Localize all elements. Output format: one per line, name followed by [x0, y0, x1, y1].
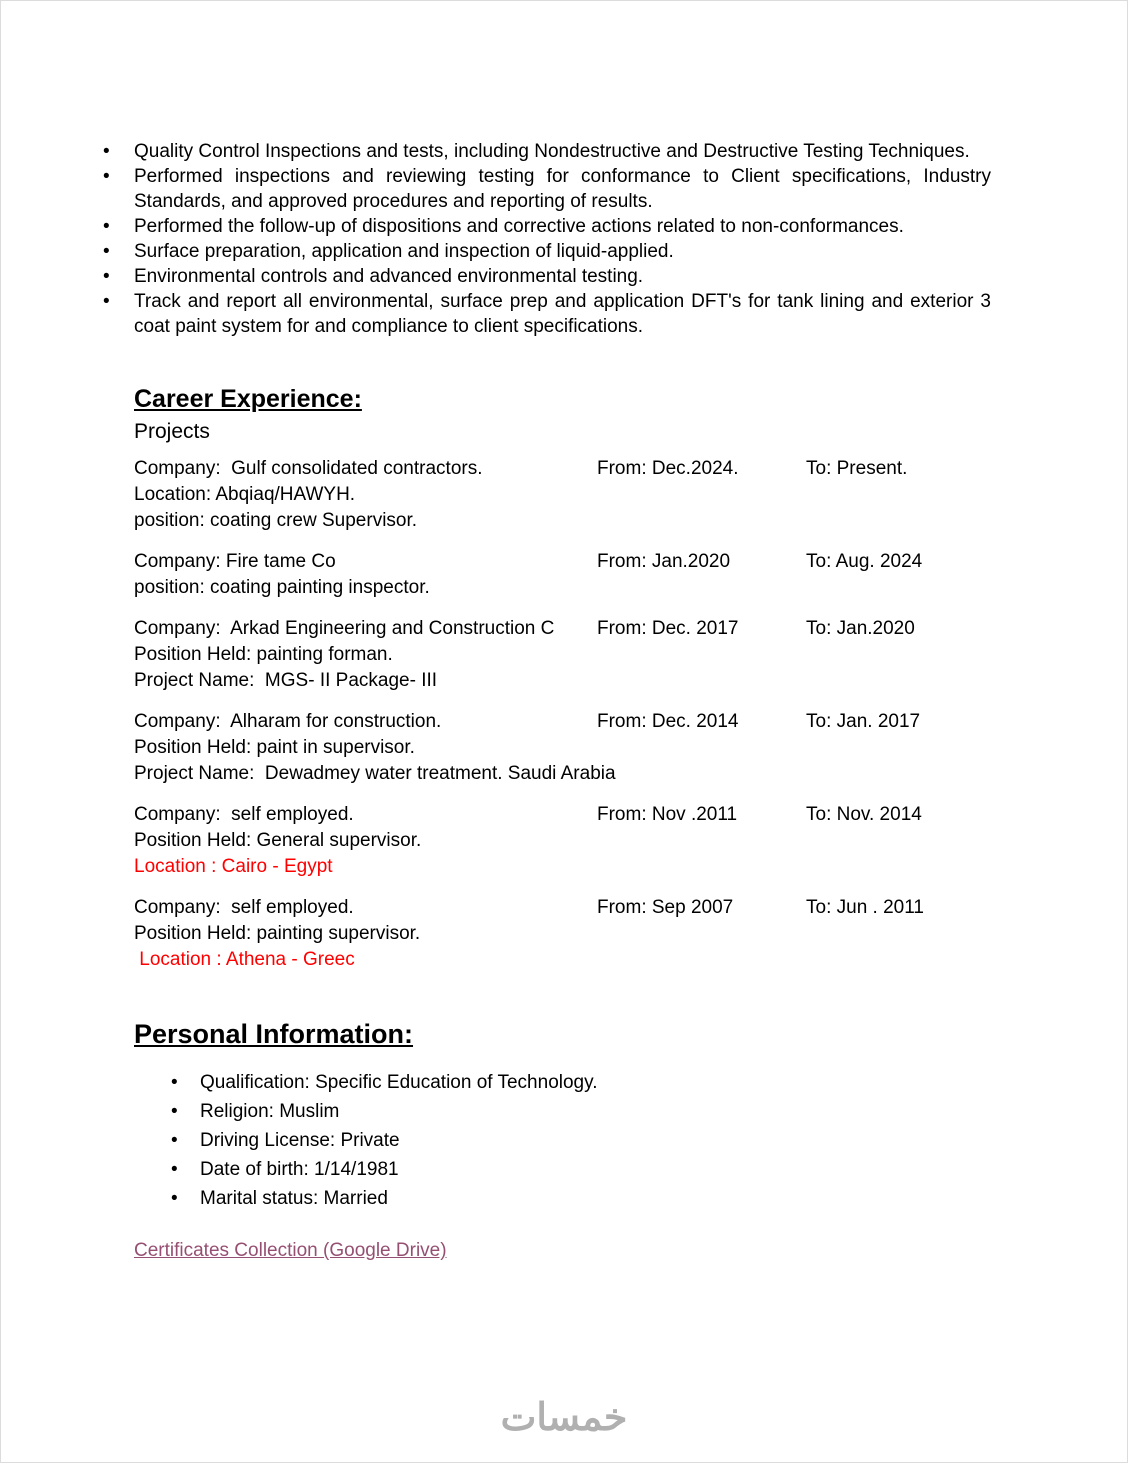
job-position: Position Held: painting forman.	[134, 644, 393, 665]
job-position: position: coating crew Supervisor.	[134, 510, 418, 531]
summary-bullet-list	[134, 139, 991, 339]
job-from-date: From: Dec. 2014	[597, 711, 739, 732]
career-experience-heading: Career Experience:	[134, 385, 362, 413]
job-position: Position Held: painting supervisor.	[134, 923, 421, 944]
job-header-row	[134, 456, 991, 482]
job-project-name: Project Name: Dewadmey water treatment. Saudi Arabia	[134, 763, 616, 784]
job-from-date: From: Nov .2011	[597, 804, 738, 825]
summary-bullet-5: • Environmental controls and advanced environmental testing.	[134, 264, 991, 289]
summary-bullet-4: • Surface preparation, application and inspection of liquid-applied.	[134, 239, 991, 264]
job-company: Company: Fire tame Co	[134, 551, 336, 572]
job-company: Company: Arkad Engineering and Construction C	[134, 618, 555, 639]
job-company: Company: Alharam for construction.	[134, 711, 442, 732]
job-to-date: To: Jan. 2017	[806, 711, 921, 732]
job-to-date: To: Nov. 2014	[806, 804, 922, 825]
job-company: Company: Gulf consolidated contractors.	[134, 458, 483, 479]
job-to-date: To: Present.	[806, 458, 908, 479]
personal-information-heading: Personal Information:	[134, 1019, 414, 1049]
job-project-name: Project Name: MGS- II Package- III	[134, 670, 438, 691]
job-entry-4	[134, 709, 991, 787]
job-entry-2	[134, 549, 991, 601]
job-entry-5	[134, 802, 991, 880]
summary-bullet-2: • Performed inspections and reviewing testing for conformance to Client specifications, Industry Standards, and approved procedures and reporting of results.	[134, 164, 991, 214]
certificates-collection-link[interactable]: Certificates Collection (Google Drive)	[134, 1240, 447, 1261]
job-entry-6	[134, 895, 991, 973]
job-location-highlight: Location : Cairo - Egypt	[134, 856, 333, 877]
job-header-row	[134, 616, 991, 642]
job-header-row	[134, 802, 991, 828]
job-from-date: From: Sep 2007	[597, 897, 734, 918]
personal-item-religion: • Religion: Muslim	[200, 1097, 991, 1126]
job-entry-3	[134, 616, 991, 694]
job-to-date: To: Jan.2020	[806, 618, 915, 639]
job-header-row	[134, 895, 991, 921]
job-company: Company: self employed.	[134, 804, 354, 825]
personal-item-marital-status: • Marital status: Married	[200, 1184, 991, 1213]
job-location-highlight: Location : Athena - Greec	[134, 949, 355, 970]
job-header-row	[134, 549, 991, 575]
job-location: Location: Abqiaq/HAWYH.	[134, 484, 356, 505]
job-to-date: To: Aug. 2024	[806, 551, 923, 572]
job-from-date: From: Jan.2020	[597, 551, 731, 572]
job-position: position: coating painting inspector.	[134, 577, 430, 598]
job-header-row	[134, 709, 991, 735]
job-company: Company: self employed.	[134, 897, 354, 918]
job-from-date: From: Dec.2024.	[597, 458, 739, 479]
summary-bullet-3: • Performed the follow-up of dispositions and corrective actions related to non-conformances.	[134, 214, 991, 239]
personal-item-qualification: • Qualification: Specific Education of Technology.	[200, 1068, 991, 1097]
personal-info-list	[200, 1068, 991, 1213]
job-position: Position Held: General supervisor.	[134, 830, 422, 851]
job-to-date: To: Jun . 2011	[806, 897, 924, 918]
personal-item-date-of-birth: • Date of birth: 1/14/1981	[200, 1155, 991, 1184]
projects-subheading: Projects	[134, 420, 210, 443]
job-position: Position Held: paint in supervisor.	[134, 737, 415, 758]
job-from-date: From: Dec. 2017	[597, 618, 739, 639]
summary-bullet-1: • Quality Control Inspections and tests, including Nondestructive and Destructive Testing Techniques.	[134, 139, 991, 164]
job-entry-1	[134, 456, 991, 534]
khamsat-watermark: خمسات	[500, 1397, 628, 1439]
personal-item-driving-license: • Driving License: Private	[200, 1126, 991, 1155]
summary-bullet-6: • Track and report all environmental, surface prep and application DFT's for tank lining and exterior 3 coat paint system for and compliance to client specifications.	[134, 289, 991, 339]
